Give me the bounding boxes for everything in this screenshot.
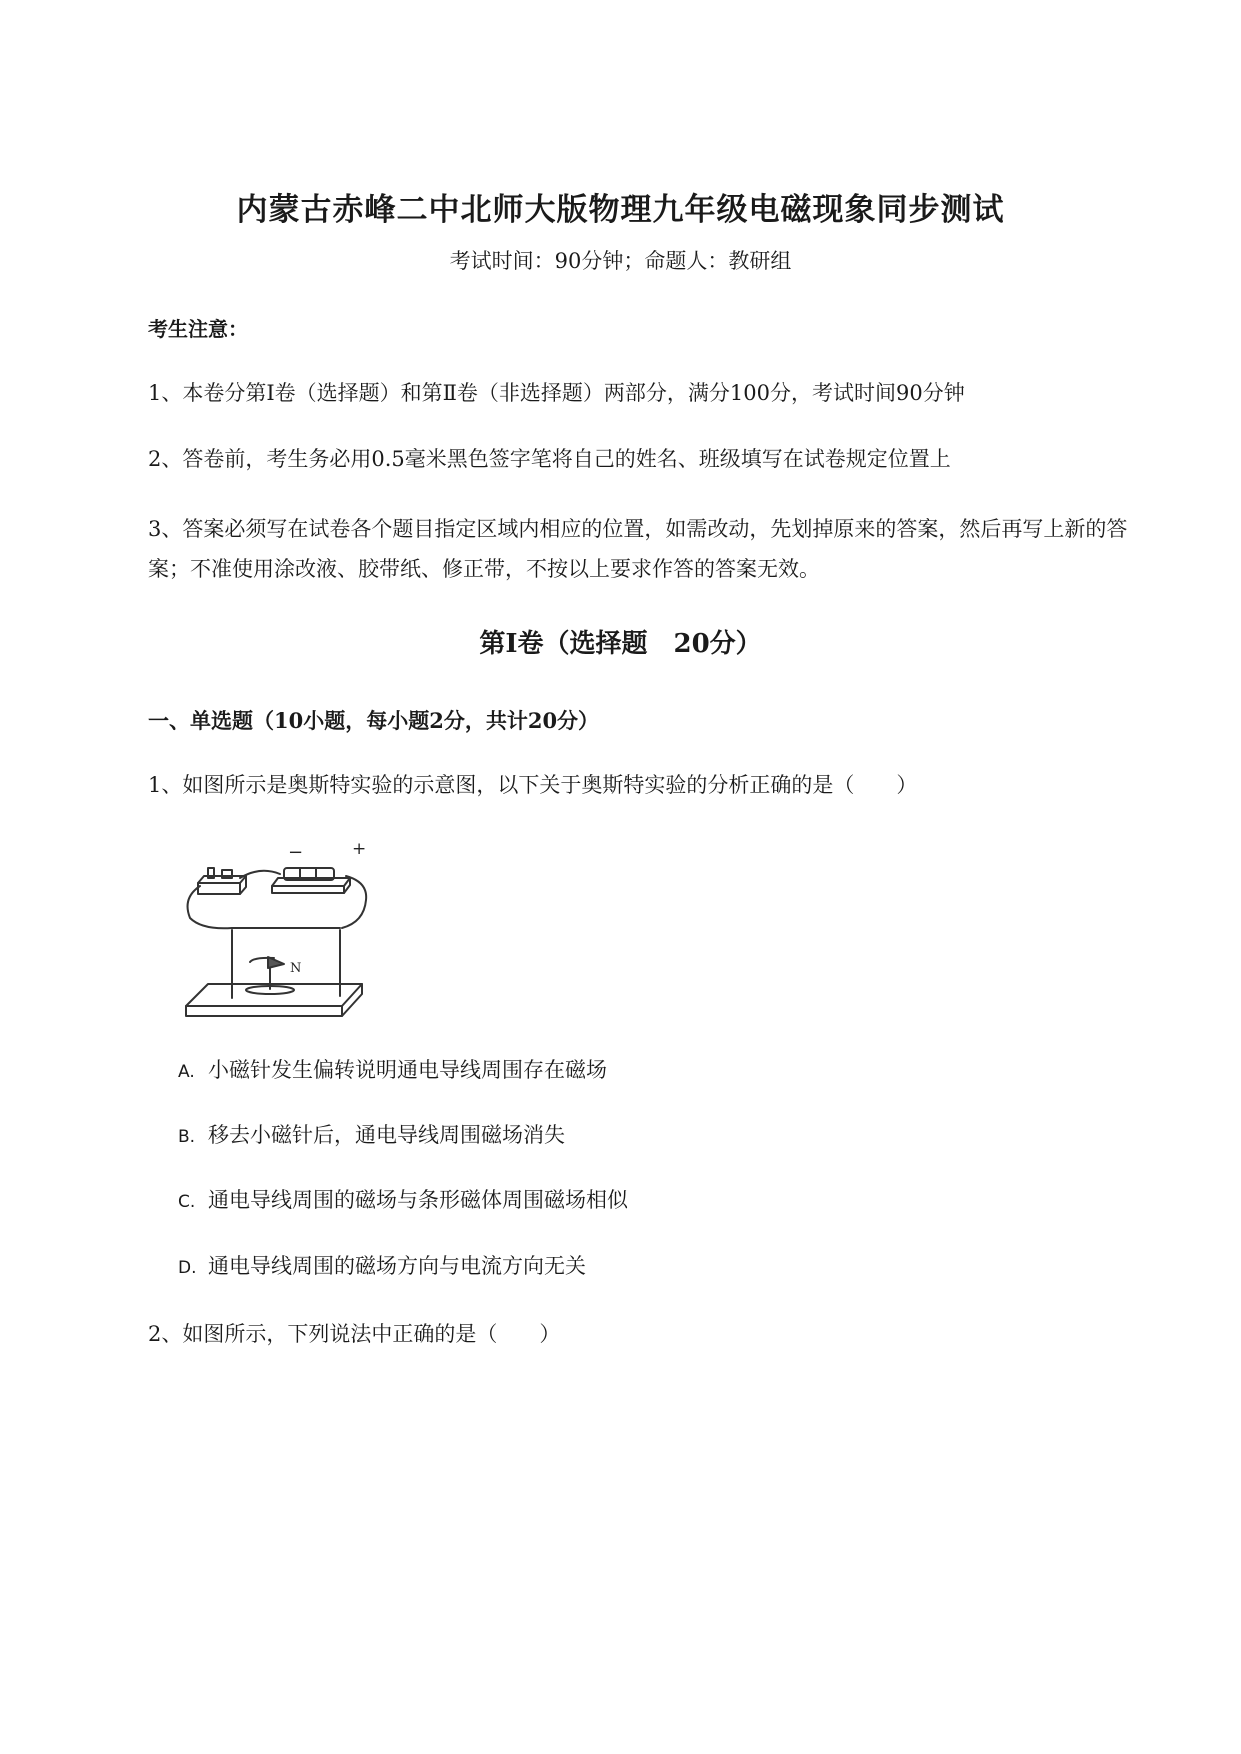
option-text: 通电导线周围的磁场方向与电流方向无关	[208, 1254, 586, 1278]
question-1-option-d	[178, 1250, 586, 1280]
compass-needle-icon	[246, 957, 294, 994]
question-1-stem: 1、如图所示是奥斯特实验的示意图，以下关于奥斯特实验的分析正确的是（ ）	[148, 773, 918, 797]
minus-label: −	[288, 842, 304, 863]
north-label: N	[290, 961, 302, 976]
notice-rule-3: 3、答案必须写在试卷各个题目指定区域内相应的位置，如需改动，先划掉原来的答案，然后再写上新的答案；不准使用涂改液、胶带纸、修正带，不按以上要求作答的答案无效。	[148, 517, 1128, 581]
option-text: 通电导线周围的磁场与条形磁体周围磁场相似	[208, 1188, 628, 1212]
option-text: 移去小磁针后，通电导线周围磁场消失	[208, 1123, 565, 1147]
section-title: 第I卷（选择题 20分）	[479, 629, 762, 659]
plus-label: +	[352, 839, 367, 859]
exam-subtitle: 考试时间：90分钟；命题人：教研组	[449, 249, 792, 273]
oersted-experiment-figure	[180, 838, 390, 1018]
exam-title: 内蒙古赤峰二中北师大版物理九年级电磁现象同步测试	[236, 192, 1005, 228]
option-letter: D.	[178, 1258, 197, 1278]
question-2-stem: 2、如图所示，下列说法中正确的是（ ）	[148, 1322, 561, 1346]
switch-icon	[198, 868, 246, 894]
notice-heading: 考生注意：	[148, 317, 248, 341]
question-1-option-c	[178, 1184, 628, 1214]
notice-rule-2: 2、答卷前，考生务必用0.5毫米黑色签字笔将自己的姓名、班级填写在试卷规定位置上	[148, 447, 951, 471]
option-letter: C.	[178, 1192, 196, 1212]
option-letter: A.	[178, 1062, 195, 1082]
question-1-option-b	[178, 1119, 565, 1149]
battery-icon	[272, 868, 350, 893]
option-letter: B.	[178, 1127, 196, 1147]
question-1-option-a	[178, 1054, 607, 1084]
option-text: 小磁针发生偏转说明通电导线周围存在磁场	[208, 1058, 607, 1082]
notice-rule-1: 1、本卷分第I卷（选择题）和第Ⅱ卷（非选择题）两部分，满分100分，考试时间90分钟	[148, 381, 965, 405]
part-heading: 一、单选题（10小题，每小题2分，共计20分）	[148, 708, 600, 733]
